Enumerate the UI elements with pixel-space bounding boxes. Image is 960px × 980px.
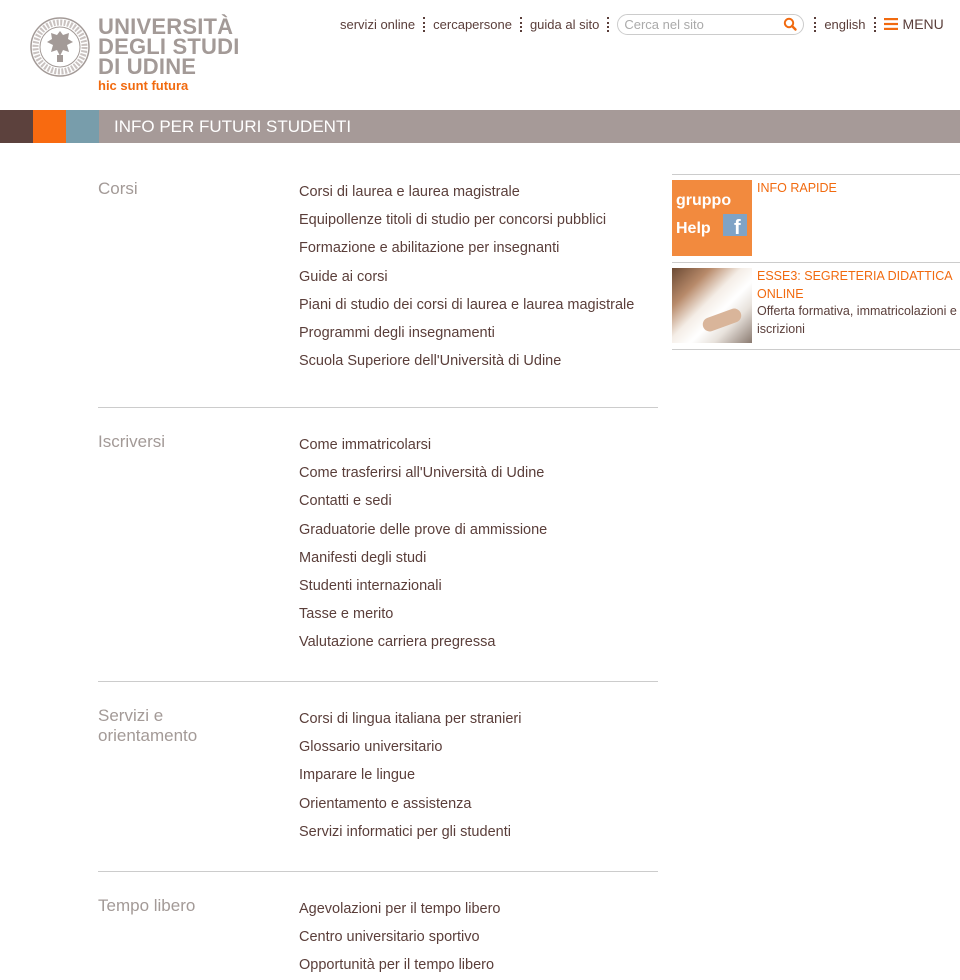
nav-cercapersone[interactable]: cercapersone	[433, 16, 512, 32]
page-banner	[0, 110, 960, 143]
logo-motto: hic sunt futura	[98, 78, 189, 93]
link-item[interactable]: Corsi di laurea e laurea magistrale	[299, 184, 520, 200]
link-item[interactable]: Valutazione carriera pregressa	[299, 634, 496, 651]
section-tempo-libero	[98, 872, 658, 980]
link-item[interactable]: Manifesti degli studi	[299, 549, 427, 566]
facebook-icon	[723, 214, 747, 239]
banner-square-orange	[33, 110, 66, 143]
link-item[interactable]: Graduatorie delle prove di ammissione	[299, 521, 548, 538]
university-name	[98, 14, 240, 79]
sidebar-item-esse3[interactable]	[672, 262, 960, 350]
link-item[interactable]: Guide ai corsi	[299, 268, 388, 285]
gruppo-help-image[interactable]	[672, 180, 752, 256]
link-item[interactable]: Come trasferirsi all'Università di Udine	[299, 465, 545, 482]
svg-text:f: f	[734, 217, 741, 239]
main-content	[98, 173, 658, 980]
link-item[interactable]: Opportunità per il tempo libero	[299, 957, 495, 974]
section-title: Iscriversi	[98, 432, 166, 451]
page-title: INFO PER FUTURI STUDENTI	[114, 117, 352, 136]
nav-separator	[814, 17, 816, 32]
link-item[interactable]: Agevolazioni per il tempo libero	[299, 901, 501, 917]
section-links	[299, 890, 658, 980]
top-navigation	[340, 14, 944, 34]
link-item[interactable]: Servizi informatici per gli studenti	[299, 823, 511, 840]
sidebar-item-info-rapide[interactable]	[672, 174, 960, 262]
nav-guida-al-sito[interactable]: guida al sito	[529, 16, 600, 32]
nav-servizi-online[interactable]: servizi online	[340, 16, 416, 32]
section-links	[299, 700, 658, 871]
link-item[interactable]: Studenti internazionali	[299, 578, 442, 595]
sidebar	[672, 174, 960, 350]
section-corsi	[98, 173, 658, 408]
section-iscriversi	[98, 408, 658, 682]
link-item[interactable]: Formazione e abilitazione per insegnanti	[299, 240, 560, 257]
section-title: Tempo libero	[98, 896, 196, 915]
banner-square-brown	[0, 110, 33, 143]
sidebar-item-description: Offerta formativa, immatricolazioni e iscrizioni	[757, 304, 957, 336]
menu-label: MENU	[902, 16, 944, 32]
language-english-link[interactable]: english	[824, 16, 866, 32]
link-item[interactable]: Corsi di lingua italiana per stranieri	[299, 711, 522, 727]
link-item[interactable]: Orientamento e assistenza	[299, 795, 472, 812]
logo-line-3: DI UDINE	[98, 54, 197, 79]
link-item[interactable]: Piani di studio dei corsi di laurea e laurea magistrale	[299, 296, 635, 313]
student-phone-image[interactable]	[672, 268, 752, 343]
link-item[interactable]: Tasse e merito	[299, 606, 394, 623]
link-item[interactable]: Contatti e sedi	[299, 493, 392, 510]
logo-line-2: DEGLI STUDI	[98, 34, 240, 59]
logo-line-1: UNIVERSITÀ	[98, 14, 234, 39]
image-text-help: Help	[676, 220, 711, 237]
image-text-gruppo: gruppo	[676, 192, 732, 209]
section-links	[299, 426, 658, 681]
link-item[interactable]: Come immatricolarsi	[299, 437, 432, 453]
section-title: Servizi e orientamento	[98, 706, 198, 745]
section-links	[299, 173, 658, 407]
nav-separator	[520, 17, 522, 32]
search-box	[617, 14, 804, 35]
link-item[interactable]: Imparare le lingue	[299, 767, 416, 784]
link-item[interactable]: Equipollenze titoli di studio per concorsi pubblici	[299, 212, 607, 229]
university-seal-icon	[30, 17, 90, 77]
search-icon[interactable]	[783, 17, 797, 31]
link-item[interactable]: Glossario universitario	[299, 739, 443, 756]
hamburger-icon	[884, 18, 898, 30]
hand-shape	[701, 307, 743, 334]
banner-square-blue	[66, 110, 99, 143]
sidebar-item-title[interactable]: ESSE3: SEGRETERIA DIDATTICA ONLINE	[757, 269, 952, 301]
nav-separator	[607, 17, 609, 32]
section-title: Corsi	[98, 179, 138, 198]
search-input[interactable]	[624, 17, 774, 32]
menu-button[interactable]	[884, 16, 944, 32]
sidebar-item-title[interactable]: INFO RAPIDE	[757, 181, 837, 195]
sidebar-item-text	[752, 268, 960, 343]
nav-separator	[874, 17, 876, 32]
university-logo[interactable]	[30, 14, 270, 97]
sidebar-item-text	[752, 180, 837, 256]
nav-separator	[423, 17, 425, 32]
link-item[interactable]: Centro universitario sportivo	[299, 929, 480, 946]
link-item[interactable]: Programmi degli insegnamenti	[299, 325, 495, 342]
link-item[interactable]: Scuola Superiore dell'Università di Udine	[299, 353, 562, 370]
section-servizi-orientamento	[98, 682, 658, 872]
